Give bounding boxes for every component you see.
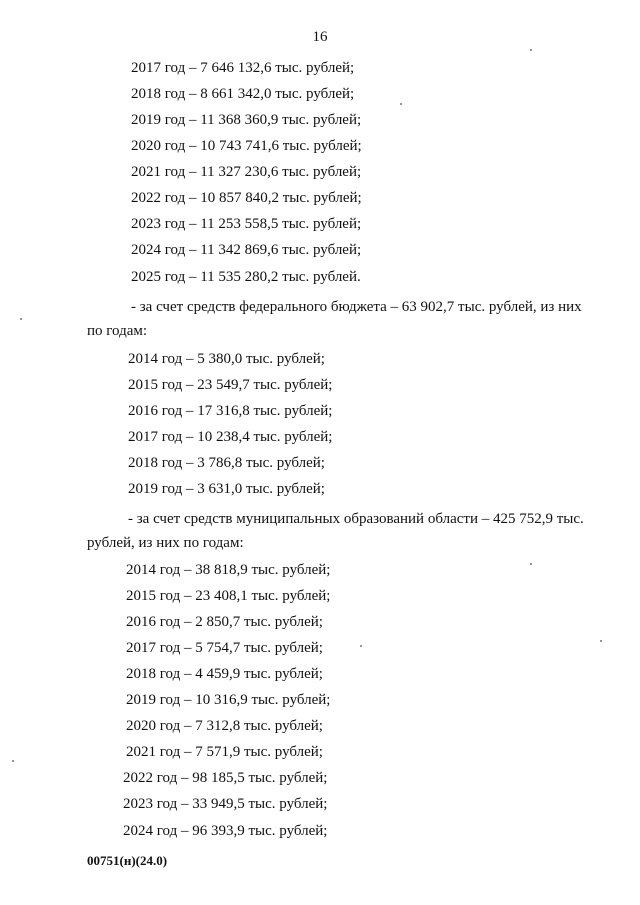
municipal-funding-line: 2020 год – 7 312,8 тыс. рублей;: [126, 718, 323, 734]
funding-line: 2023 год – 11 253 558,5 тыс. рублей;: [131, 216, 362, 232]
federal-funding-line: 2015 год – 23 549,7 тыс. рублей;: [128, 377, 333, 393]
funding-line: 2021 год – 11 327 230,6 тыс. рублей;: [131, 164, 362, 180]
scan-speck: [400, 103, 402, 105]
municipal-funding-line: 2016 год – 2 850,7 тыс. рублей;: [126, 614, 323, 630]
document-code: 00751(н)(24.0): [87, 853, 168, 868]
scan-speck: [12, 760, 14, 762]
municipal-funding-line: 2021 год – 7 571,9 тыс. рублей;: [126, 744, 323, 760]
federal-funding-line: 2018 год – 3 786,8 тыс. рублей;: [128, 455, 325, 471]
municipal-budget-paragraph-cont: рублей, из них по годам:: [87, 535, 244, 551]
municipal-budget-paragraph: - за счет средств муниципальных образований области – 425 752,9 тыс.: [128, 511, 584, 527]
scan-speck: [20, 318, 22, 320]
funding-line: 2017 год – 7 646 132,6 тыс. рублей;: [131, 60, 355, 76]
funding-line: 2024 год – 11 342 869,6 тыс. рублей;: [131, 242, 362, 258]
federal-funding-line: 2016 год – 17 316,8 тыс. рублей;: [128, 403, 333, 419]
federal-budget-paragraph-cont: по годам:: [87, 323, 148, 339]
scan-speck: [530, 49, 532, 51]
municipal-funding-line: 2023 год – 33 949,5 тыс. рублей;: [123, 796, 328, 812]
municipal-funding-line: 2014 год – 38 818,9 тыс. рублей;: [126, 562, 331, 578]
municipal-funding-line: 2018 год – 4 459,9 тыс. рублей;: [126, 666, 323, 682]
municipal-funding-line: 2015 год – 23 408,1 тыс. рублей;: [126, 588, 331, 604]
federal-budget-paragraph: - за счет средств федерального бюджета – 63 902,7 тыс. рублей, из них: [131, 299, 582, 315]
funding-line: 2019 год – 11 368 360,9 тыс. рублей;: [131, 112, 362, 128]
scan-speck: [360, 645, 362, 647]
municipal-funding-line: 2017 год – 5 754,7 тыс. рублей;: [126, 640, 323, 656]
funding-line: 2022 год – 10 857 840,2 тыс. рублей;: [131, 190, 362, 206]
federal-funding-line: 2019 год – 3 631,0 тыс. рублей;: [128, 481, 325, 497]
scan-speck: [530, 563, 532, 565]
municipal-funding-line: 2022 год – 98 185,5 тыс. рублей;: [123, 770, 328, 786]
municipal-funding-line: 2024 год – 96 393,9 тыс. рублей;: [123, 823, 328, 839]
scan-speck: [600, 640, 602, 642]
funding-line: 2025 год – 11 535 280,2 тыс. рублей.: [131, 269, 361, 285]
funding-line: 2018 год – 8 661 342,0 тыс. рублей;: [131, 86, 355, 102]
municipal-funding-line: 2019 год – 10 316,9 тыс. рублей;: [126, 692, 331, 708]
federal-funding-line: 2017 год – 10 238,4 тыс. рублей;: [128, 429, 333, 445]
federal-funding-line: 2014 год – 5 380,0 тыс. рублей;: [128, 351, 325, 367]
page-number: 16: [312, 29, 328, 45]
funding-line: 2020 год – 10 743 741,6 тыс. рублей;: [131, 138, 362, 154]
